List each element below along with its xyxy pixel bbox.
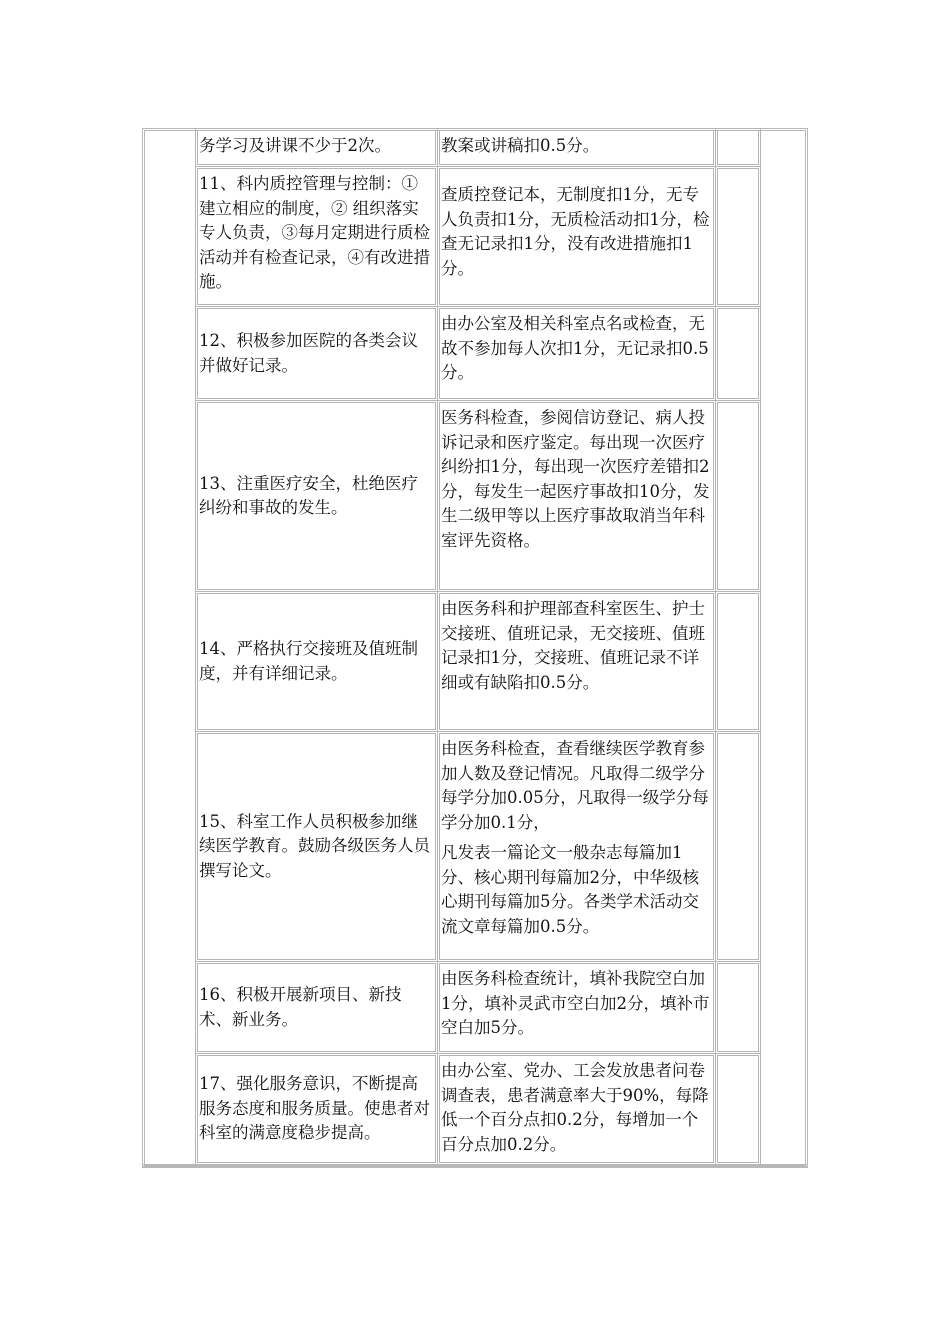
table-row-method-cell bbox=[437, 1053, 716, 1165]
table-row-score-cell bbox=[715, 400, 761, 592]
table-row-method-cell bbox=[437, 961, 716, 1054]
item-text: 12、积极参加医院的各类会议并做好记录。 bbox=[199, 331, 418, 375]
table-row-score-cell bbox=[715, 128, 761, 167]
table-row-item-cell bbox=[195, 128, 438, 167]
table-bottom-border bbox=[142, 1164, 808, 1168]
item-text: 15、科室工作人员积极参加继续医学教育。鼓励各级医务人员撰写论文。 bbox=[199, 811, 430, 880]
table-row-score-cell bbox=[715, 166, 761, 307]
method-text: 教案或讲稿扣0.5分。 bbox=[441, 136, 600, 155]
table-row-score-cell bbox=[715, 591, 761, 732]
method-paragraph: 凡发表一篇论文一般杂志每篇加1分、核心期刊每篇加2分，中华级核心期刊每篇加5分。各类学术活动交流文章每篇加0.5分。 bbox=[441, 843, 699, 936]
method-text: 由医务科和护理部查科室医生、护士交接班、值班记录，无交接班、值班记录扣1分，交接班、值班记录不详细或有缺陷扣0.5分。 bbox=[441, 599, 705, 692]
table-row-item-cell bbox=[195, 1053, 438, 1165]
method-text: 由医务科检查统计，填补我院空白加1分，填补灵武市空白加2分，填补市空白加5分。 bbox=[441, 969, 710, 1037]
table-row-item-cell bbox=[195, 400, 438, 592]
method-text: 查质控登记本，无制度扣1分，无专人负责扣1分，无质检活动扣1分，检查无记录扣1分，没有改进措施扣1分。 bbox=[441, 185, 710, 278]
item-text: 务学习及讲课不少于2次。 bbox=[199, 136, 391, 155]
table-row-method-cell bbox=[437, 591, 716, 732]
table-row-method-cell bbox=[437, 400, 716, 592]
table-row-item-cell bbox=[195, 166, 438, 307]
table-row-score-cell bbox=[715, 731, 761, 962]
item-text: 11、科内质控管理与控制：①建立相应的制度，② 组织落实专人负责，③每月定期进行质检活动并有检查记录，④有改进措施。 bbox=[199, 174, 430, 291]
table-row-method-cell bbox=[437, 731, 716, 962]
method-text: 由办公室、党办、工会发放患者问卷调查表，患者满意率大于90%，每降低一个百分点扣0.2分，每增加一个百分点加0.2分。 bbox=[441, 1061, 709, 1154]
table-row-item-cell bbox=[195, 591, 438, 732]
table-row-method-cell bbox=[437, 166, 716, 307]
table-row-method-cell bbox=[437, 128, 716, 167]
item-text: 16、积极开展新项目、新技术、新业务。 bbox=[199, 985, 402, 1029]
table-row-score-cell bbox=[715, 306, 761, 401]
table-row-item-cell bbox=[195, 731, 438, 962]
method-text: 由办公室及相关科室点名或检查，无故不参加每人次扣1分，无记录扣0.5分。 bbox=[441, 314, 709, 382]
table-row-item-cell bbox=[195, 306, 438, 401]
method-text: 医务科检查，参阅信访登记、病人投诉记录和医疗鉴定。每出现一次医疗纠纷扣1分，每出现一次医疗差错扣2分，每发生一起医疗事故扣10分，发生二级甲等以上医疗事故取消当年科室评先资格。 bbox=[441, 408, 710, 550]
method-paragraph: 由医务科检查，查看继续医学教育参加人数及登记情况。凡取得二级学分每学分加0.05分，凡取得一级学分每学分加0.1分， bbox=[441, 739, 709, 832]
table-row-score-cell bbox=[715, 961, 761, 1054]
table-row-method-cell bbox=[437, 306, 716, 401]
item-text: 17、强化服务意识，不断提高服务态度和服务质量。使患者对科室的满意度稳步提高。 bbox=[199, 1074, 430, 1143]
item-text: 14、严格执行交接班及值班制度，并有详细记录。 bbox=[199, 639, 418, 683]
item-text: 13、注重医疗安全，杜绝医疗纠纷和事故的发生。 bbox=[199, 473, 418, 517]
table-row-score-cell bbox=[715, 1053, 761, 1165]
table-row-item-cell bbox=[195, 961, 438, 1054]
